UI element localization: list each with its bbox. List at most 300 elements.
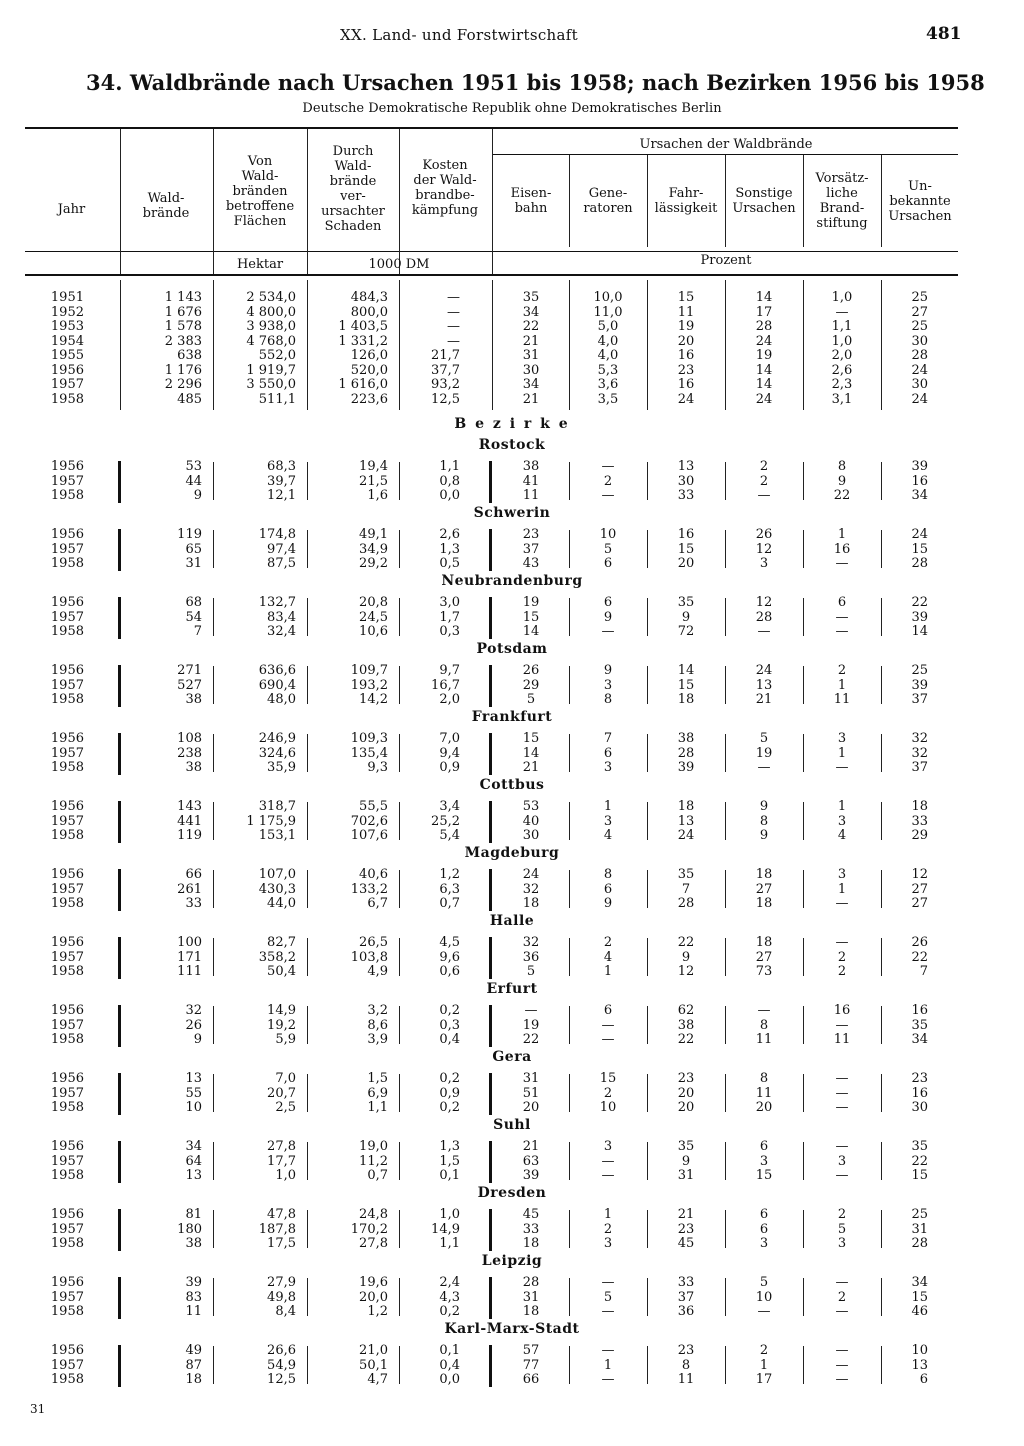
cell-fahrlaessigkeit: 16 [677,377,695,392]
cell-schaden: 223,6 [350,391,388,407]
cell-unbekannt: 39 [911,677,928,693]
cell-flaechen: 17,5 [267,1236,296,1251]
cell-kosten: — [447,304,460,320]
cell-sonstige: — [757,488,771,503]
cell-schaden: 1,5 [367,1071,388,1086]
cell-kosten: 0,7 [439,896,460,911]
cell-schaden: 6,7 [367,896,388,911]
year-cell: 1957 [50,377,84,392]
body-col-divider [647,1278,648,1316]
bezirke-heading: B e z i r k e [454,416,570,432]
cell-waldbraende: 1 176 [164,362,202,378]
cell-waldbraende: 66 [185,867,202,882]
cell-unbekannt: 15 [911,1168,928,1183]
cell-eisenbahn: 35 [522,290,540,305]
year-cell: 1958 [50,1032,84,1047]
cell-schaden: 484,3 [350,290,388,305]
cell-kosten: 1,5 [439,1153,460,1169]
cell-sonstige: 5 [759,1275,769,1290]
cell-sonstige: 11 [755,1032,773,1047]
block-bar [489,1005,492,1047]
cell-generatoren: 1 [603,1357,613,1373]
block-bar [118,1073,121,1115]
cell-brandstiftung: 4 [837,828,847,843]
cell-fahrlaessigkeit: 35 [677,595,695,610]
cell-fahrlaessigkeit: 8 [681,1357,691,1373]
block-bar [118,461,121,503]
body-col-divider [803,598,804,636]
cell-brandstiftung: 2 [837,663,847,678]
cell-flaechen: 107,0 [258,867,296,882]
year-cell: 1956 [50,1071,84,1086]
cell-flaechen: 318,7 [258,799,296,814]
cell-waldbraende: 32 [185,1003,202,1018]
body-col-divider [307,598,308,636]
cell-waldbraende: 54 [185,609,202,625]
cell-kosten: 3,4 [439,799,460,814]
cell-generatoren: 10,0 [593,290,623,305]
body-col-divider [725,1210,726,1248]
year-cell: 1956 [50,799,84,814]
cell-sonstige: 12 [755,541,773,557]
year-cell: 1956 [50,663,84,678]
body-col-divider [647,802,648,840]
cell-fahrlaessigkeit: 45 [677,1236,695,1251]
cell-eisenbahn: 14 [522,624,540,639]
body-col-divider [881,802,882,840]
cell-sonstige: 8 [759,813,769,829]
cell-generatoren: 2 [603,1085,613,1101]
year-cell: 1955 [50,348,84,363]
body-col-divider [569,462,570,500]
cell-waldbraende: 38 [185,760,202,775]
cell-kosten: — [447,290,460,305]
cell-brandstiftung: 1,0 [831,333,853,349]
body-col-divider [803,666,804,704]
cell-unbekannt: 24 [911,391,928,407]
body-col-divider [307,530,308,568]
cell-brandstiftung: 8 [837,459,847,474]
block-bar [118,733,121,775]
cell-eisenbahn: 51 [522,1085,540,1101]
cell-flaechen: 246,9 [258,731,296,746]
body-col-divider [881,734,882,772]
cell-sonstige: 73 [755,964,773,979]
body-col-divider [307,1210,308,1248]
cell-flaechen: 14,9 [267,1003,296,1018]
cell-schaden: 3,9 [367,1032,388,1047]
body-col-divider [881,870,882,908]
cell-fahrlaessigkeit: 37 [677,1289,695,1305]
cell-schaden: 11,2 [359,1153,388,1169]
cell-kosten: — [447,333,460,349]
cell-fahrlaessigkeit: 38 [677,1017,695,1033]
cell-sonstige: 8 [759,1071,769,1086]
cell-generatoren: — [601,1304,615,1319]
block-bar [118,1005,121,1047]
cell-fahrlaessigkeit: 20 [677,1100,695,1115]
body-col-divider [725,530,726,568]
cell-schaden: 21,0 [359,1343,388,1358]
body-col-divider [647,1074,648,1112]
block-bar [489,1073,492,1115]
body-col-divider [213,666,214,704]
cell-generatoren: 10 [599,527,617,542]
cell-schaden: 1 616,0 [338,377,388,392]
block-bar [489,1345,492,1387]
body-col-divider [803,1278,804,1316]
cell-kosten: 2,0 [439,692,460,707]
table-subtitle: Deutsche Demokratische Republik ohne Demokratisches Berlin [302,101,722,116]
cell-unbekannt: 26 [911,935,928,950]
cell-kosten: 2,4 [439,1275,460,1290]
cell-kosten: 0,2 [439,1304,460,1319]
cell-kosten: 7,0 [439,731,460,746]
cell-flaechen: 8,4 [275,1304,296,1319]
cell-kosten: 93,2 [431,377,460,392]
cell-fahrlaessigkeit: 23 [677,362,695,378]
year-cell: 1957 [50,1017,84,1033]
cell-brandstiftung: — [835,1357,849,1373]
cell-generatoren: 5,0 [597,319,619,334]
bezirk-name: Erfurt [486,981,538,997]
cell-schaden: 170,2 [350,1221,388,1237]
cell-unbekannt: 7 [919,964,928,979]
body-col-divider [725,802,726,840]
cell-generatoren: 8 [603,867,613,882]
cell-unbekannt: 22 [911,595,928,610]
body-col-divider [307,938,308,976]
cell-unbekannt: 22 [911,949,928,965]
cell-fahrlaessigkeit: 36 [677,1304,695,1319]
cell-kosten: 4,5 [439,935,460,950]
body-col-divider [569,802,570,840]
cell-fahrlaessigkeit: 22 [677,1032,695,1047]
cell-flaechen: 68,3 [267,459,296,474]
cell-eisenbahn: 18 [522,1236,540,1251]
cell-kosten: 0,4 [439,1032,460,1047]
cell-flaechen: 12,5 [267,1372,296,1387]
cell-brandstiftung: 3 [837,813,847,829]
body-col-divider [725,1142,726,1180]
cell-eisenbahn: 31 [522,348,540,363]
cell-waldbraende: 49 [185,1343,202,1358]
cell-fahrlaessigkeit: 33 [677,1275,695,1290]
block-bar [118,597,121,639]
cell-eisenbahn: 77 [522,1357,540,1373]
cell-kosten: 0,2 [439,1100,460,1115]
cell-sonstige: — [757,760,771,775]
cell-schaden: 20,8 [359,595,388,610]
cell-generatoren: — [601,1017,615,1033]
year-cell: 1958 [50,556,84,571]
cell-flaechen: 3 938,0 [246,319,296,334]
cell-generatoren: 3 [603,760,613,775]
cell-eisenbahn: 14 [522,745,540,761]
body-col-divider [213,802,214,840]
cell-flaechen: 27,9 [267,1275,296,1290]
block-bar [118,1209,121,1251]
body-col-divider [647,734,648,772]
body-col-divider [725,1006,726,1044]
cell-waldbraende: 119 [177,828,202,843]
cell-waldbraende: 485 [177,391,202,407]
year-cell: 1957 [50,609,84,625]
cell-eisenbahn: 29 [522,677,540,693]
year-cell: 1958 [50,391,84,407]
cell-fahrlaessigkeit: 18 [677,799,695,814]
cell-waldbraende: 441 [177,813,202,829]
cell-eisenbahn: 22 [522,319,540,334]
body-col-divider [881,1278,882,1316]
body-col-divider [399,734,400,772]
body-col-divider [647,666,648,704]
cell-generatoren: 4 [603,949,613,965]
cell-eisenbahn: 34 [522,304,540,320]
cell-flaechen: 20,7 [267,1085,296,1101]
cell-schaden: 49,1 [359,527,388,542]
block-bar [489,461,492,503]
cell-generatoren: 6 [603,1003,613,1018]
cell-sonstige: 3 [759,556,769,571]
body-col-divider [213,870,214,908]
cell-brandstiftung: 2,6 [831,362,853,378]
cell-schaden: 1 331,2 [338,333,388,349]
cell-eisenbahn: 28 [522,1275,540,1290]
cell-sonstige: 9 [759,799,769,814]
cell-schaden: 3,2 [367,1003,388,1018]
cell-sonstige: 24 [755,663,773,678]
cell-unbekannt: 23 [911,1071,928,1086]
cell-unbekannt: 39 [911,609,928,625]
cell-generatoren: 6 [603,556,613,571]
cell-brandstiftung: — [835,624,849,639]
cell-flaechen: 552,0 [258,348,296,363]
cell-eisenbahn: 36 [522,949,540,965]
cell-eisenbahn: 41 [522,473,540,489]
body-col-divider [307,1346,308,1384]
cell-schaden: 6,9 [367,1085,388,1101]
cell-sonstige: — [757,624,771,639]
cell-eisenbahn: 40 [522,813,540,829]
cell-flaechen: 2 534,0 [246,290,296,305]
cell-eisenbahn: 34 [522,377,540,392]
year-cell: 1951 [50,290,84,305]
body-col-divider [399,1210,400,1248]
body-col-divider [399,1074,400,1112]
cell-flaechen: 49,8 [267,1289,296,1305]
body-col-divider [399,870,400,908]
cell-eisenbahn: 38 [522,459,540,474]
cell-eisenbahn: 26 [522,663,540,678]
cell-waldbraende: 1 143 [164,290,202,305]
cell-fahrlaessigkeit: 7 [681,881,691,897]
body-col-divider [725,1278,726,1316]
cell-waldbraende: 13 [185,1168,202,1183]
body-col-divider [399,1346,400,1384]
cell-flaechen: 1 919,7 [246,362,296,378]
body-col-divider [725,734,726,772]
cell-flaechen: 636,6 [258,663,296,678]
cell-flaechen: 3 550,0 [246,377,296,392]
cell-flaechen: 35,9 [267,760,296,775]
cell-sonstige: 28 [755,319,773,334]
bezirk-name: Dresden [477,1185,547,1201]
body-col-divider [647,280,648,410]
body-col-divider [803,1142,804,1180]
cell-sonstige: 24 [755,333,773,349]
cell-generatoren: 9 [603,609,613,625]
cell-brandstiftung: — [835,1017,849,1033]
cell-brandstiftung: — [835,760,849,775]
cell-unbekannt: 28 [911,556,928,571]
block-bar [118,1141,121,1183]
cell-sonstige: 18 [755,867,773,882]
body-col-divider [803,734,804,772]
bezirk-name: Neubrandenburg [441,573,583,589]
bezirk-name: Karl-Marx-Stadt [444,1321,580,1337]
cell-generatoren: 3,6 [597,377,619,392]
cell-fahrlaessigkeit: 28 [677,896,695,911]
cell-schaden: 4,7 [367,1372,388,1387]
cell-kosten: — [447,319,460,334]
cell-sonstige: 3 [759,1153,769,1169]
cell-sonstige: 2 [759,1343,769,1358]
cell-brandstiftung: 2 [837,1207,847,1222]
cell-waldbraende: 119 [177,527,202,542]
cell-kosten: 0,2 [439,1071,460,1086]
cell-brandstiftung: — [835,896,849,911]
cell-kosten: 0,6 [439,964,460,979]
cell-flaechen: 12,1 [267,488,296,503]
cell-generatoren: 1 [603,1207,613,1222]
cell-eisenbahn: 5 [526,964,536,979]
col-header-generatoren: Gene- ratoren [583,186,633,216]
cell-unbekannt: 13 [911,1357,928,1373]
cell-eisenbahn: 31 [522,1071,540,1086]
cell-unbekannt: 37 [911,692,928,707]
cell-brandstiftung: 1,1 [831,319,853,334]
cell-waldbraende: 171 [177,949,202,965]
cell-fahrlaessigkeit: 20 [677,556,695,571]
cell-sonstige: 27 [755,881,773,897]
cell-sonstige: 5 [759,731,769,746]
cell-eisenbahn: 11 [522,488,540,503]
cell-brandstiftung: 16 [833,1003,851,1018]
cell-sonstige: 1 [759,1357,769,1373]
cell-brandstiftung: — [835,1071,849,1086]
cell-waldbraende: 65 [185,541,202,557]
body-col-divider [213,734,214,772]
cell-flaechen: 511,1 [258,391,296,407]
cell-kosten: 0,8 [439,473,460,489]
cell-kosten: 9,6 [439,949,460,965]
cell-fahrlaessigkeit: 24 [677,828,695,843]
cell-waldbraende: 13 [185,1071,202,1086]
body-col-divider [213,598,214,636]
cell-eisenbahn: 22 [522,1032,540,1047]
cell-brandstiftung: 3 [837,867,847,882]
cell-generatoren: 3 [603,1236,613,1251]
bezirk-name: Leipzig [481,1253,543,1269]
cell-flaechen: 324,6 [258,745,296,761]
cell-brandstiftung: 11 [833,692,851,707]
cell-fahrlaessigkeit: 9 [681,609,691,625]
cell-kosten: 6,3 [439,881,460,897]
body-col-divider [569,1074,570,1112]
cell-kosten: 1,1 [439,1236,460,1251]
body-col-divider [399,598,400,636]
block-bar [489,529,492,571]
cell-eisenbahn: 57 [522,1343,540,1358]
cell-eisenbahn: 63 [522,1153,540,1169]
cell-flaechen: 187,8 [258,1221,296,1237]
cell-unbekannt: 34 [911,1275,928,1290]
unit-dm: 1000 DM [368,257,430,272]
cell-flaechen: 32,4 [267,624,296,639]
body-col-divider [569,1142,570,1180]
bezirk-name: Frankfurt [471,709,553,725]
cell-schaden: 19,6 [359,1275,388,1290]
cell-eisenbahn: 20 [522,1100,540,1115]
cell-waldbraende: 180 [177,1221,202,1237]
cell-waldbraende: 111 [177,964,202,979]
body-col-divider [307,870,308,908]
cell-unbekannt: 25 [911,1207,928,1222]
cell-eisenbahn: 66 [522,1372,540,1387]
bezirk-name: Rostock [478,437,546,453]
year-cell: 1958 [50,896,84,911]
cell-fahrlaessigkeit: 18 [677,692,695,707]
year-cell: 1956 [50,1139,84,1154]
cell-fahrlaessigkeit: 15 [677,290,695,305]
body-col-divider [213,938,214,976]
cell-sonstige: 13 [755,677,773,693]
body-col-divider [569,666,570,704]
cell-schaden: 20,0 [359,1289,388,1305]
body-col-divider [569,1278,570,1316]
cell-generatoren: 5 [603,541,613,557]
year-cell: 1956 [50,595,84,610]
cell-sonstige: 6 [759,1139,769,1154]
block-bar [118,665,121,707]
cell-fahrlaessigkeit: 13 [677,459,695,474]
block-bar [489,937,492,979]
body-col-divider [881,1074,882,1112]
cell-fahrlaessigkeit: 62 [677,1003,695,1018]
cell-sonstige: 24 [755,391,773,407]
cell-sonstige: 12 [755,595,773,610]
body-col-divider [492,280,493,410]
cell-schaden: 135,4 [350,745,388,761]
table-title: 34. Waldbrände nach Ursachen 1951 bis 1958; nach Bezirken 1956 bis 1958 [86,70,985,95]
cell-generatoren: 3 [603,1139,613,1154]
cell-flaechen: 430,3 [258,881,296,897]
cell-fahrlaessigkeit: 39 [677,760,695,775]
year-cell: 1958 [50,828,84,843]
cell-fahrlaessigkeit: 28 [677,745,695,761]
cell-waldbraende: 31 [185,556,202,571]
cell-schaden: 10,6 [359,624,388,639]
cell-schaden: 1,2 [367,1304,388,1319]
body-col-divider [803,1074,804,1112]
cell-flaechen: 82,7 [267,935,296,950]
bezirk-name: Suhl [493,1117,531,1133]
body-col-divider [307,462,308,500]
year-cell: 1957 [50,813,84,829]
body-col-divider [399,530,400,568]
cell-flaechen: 50,4 [267,964,296,979]
